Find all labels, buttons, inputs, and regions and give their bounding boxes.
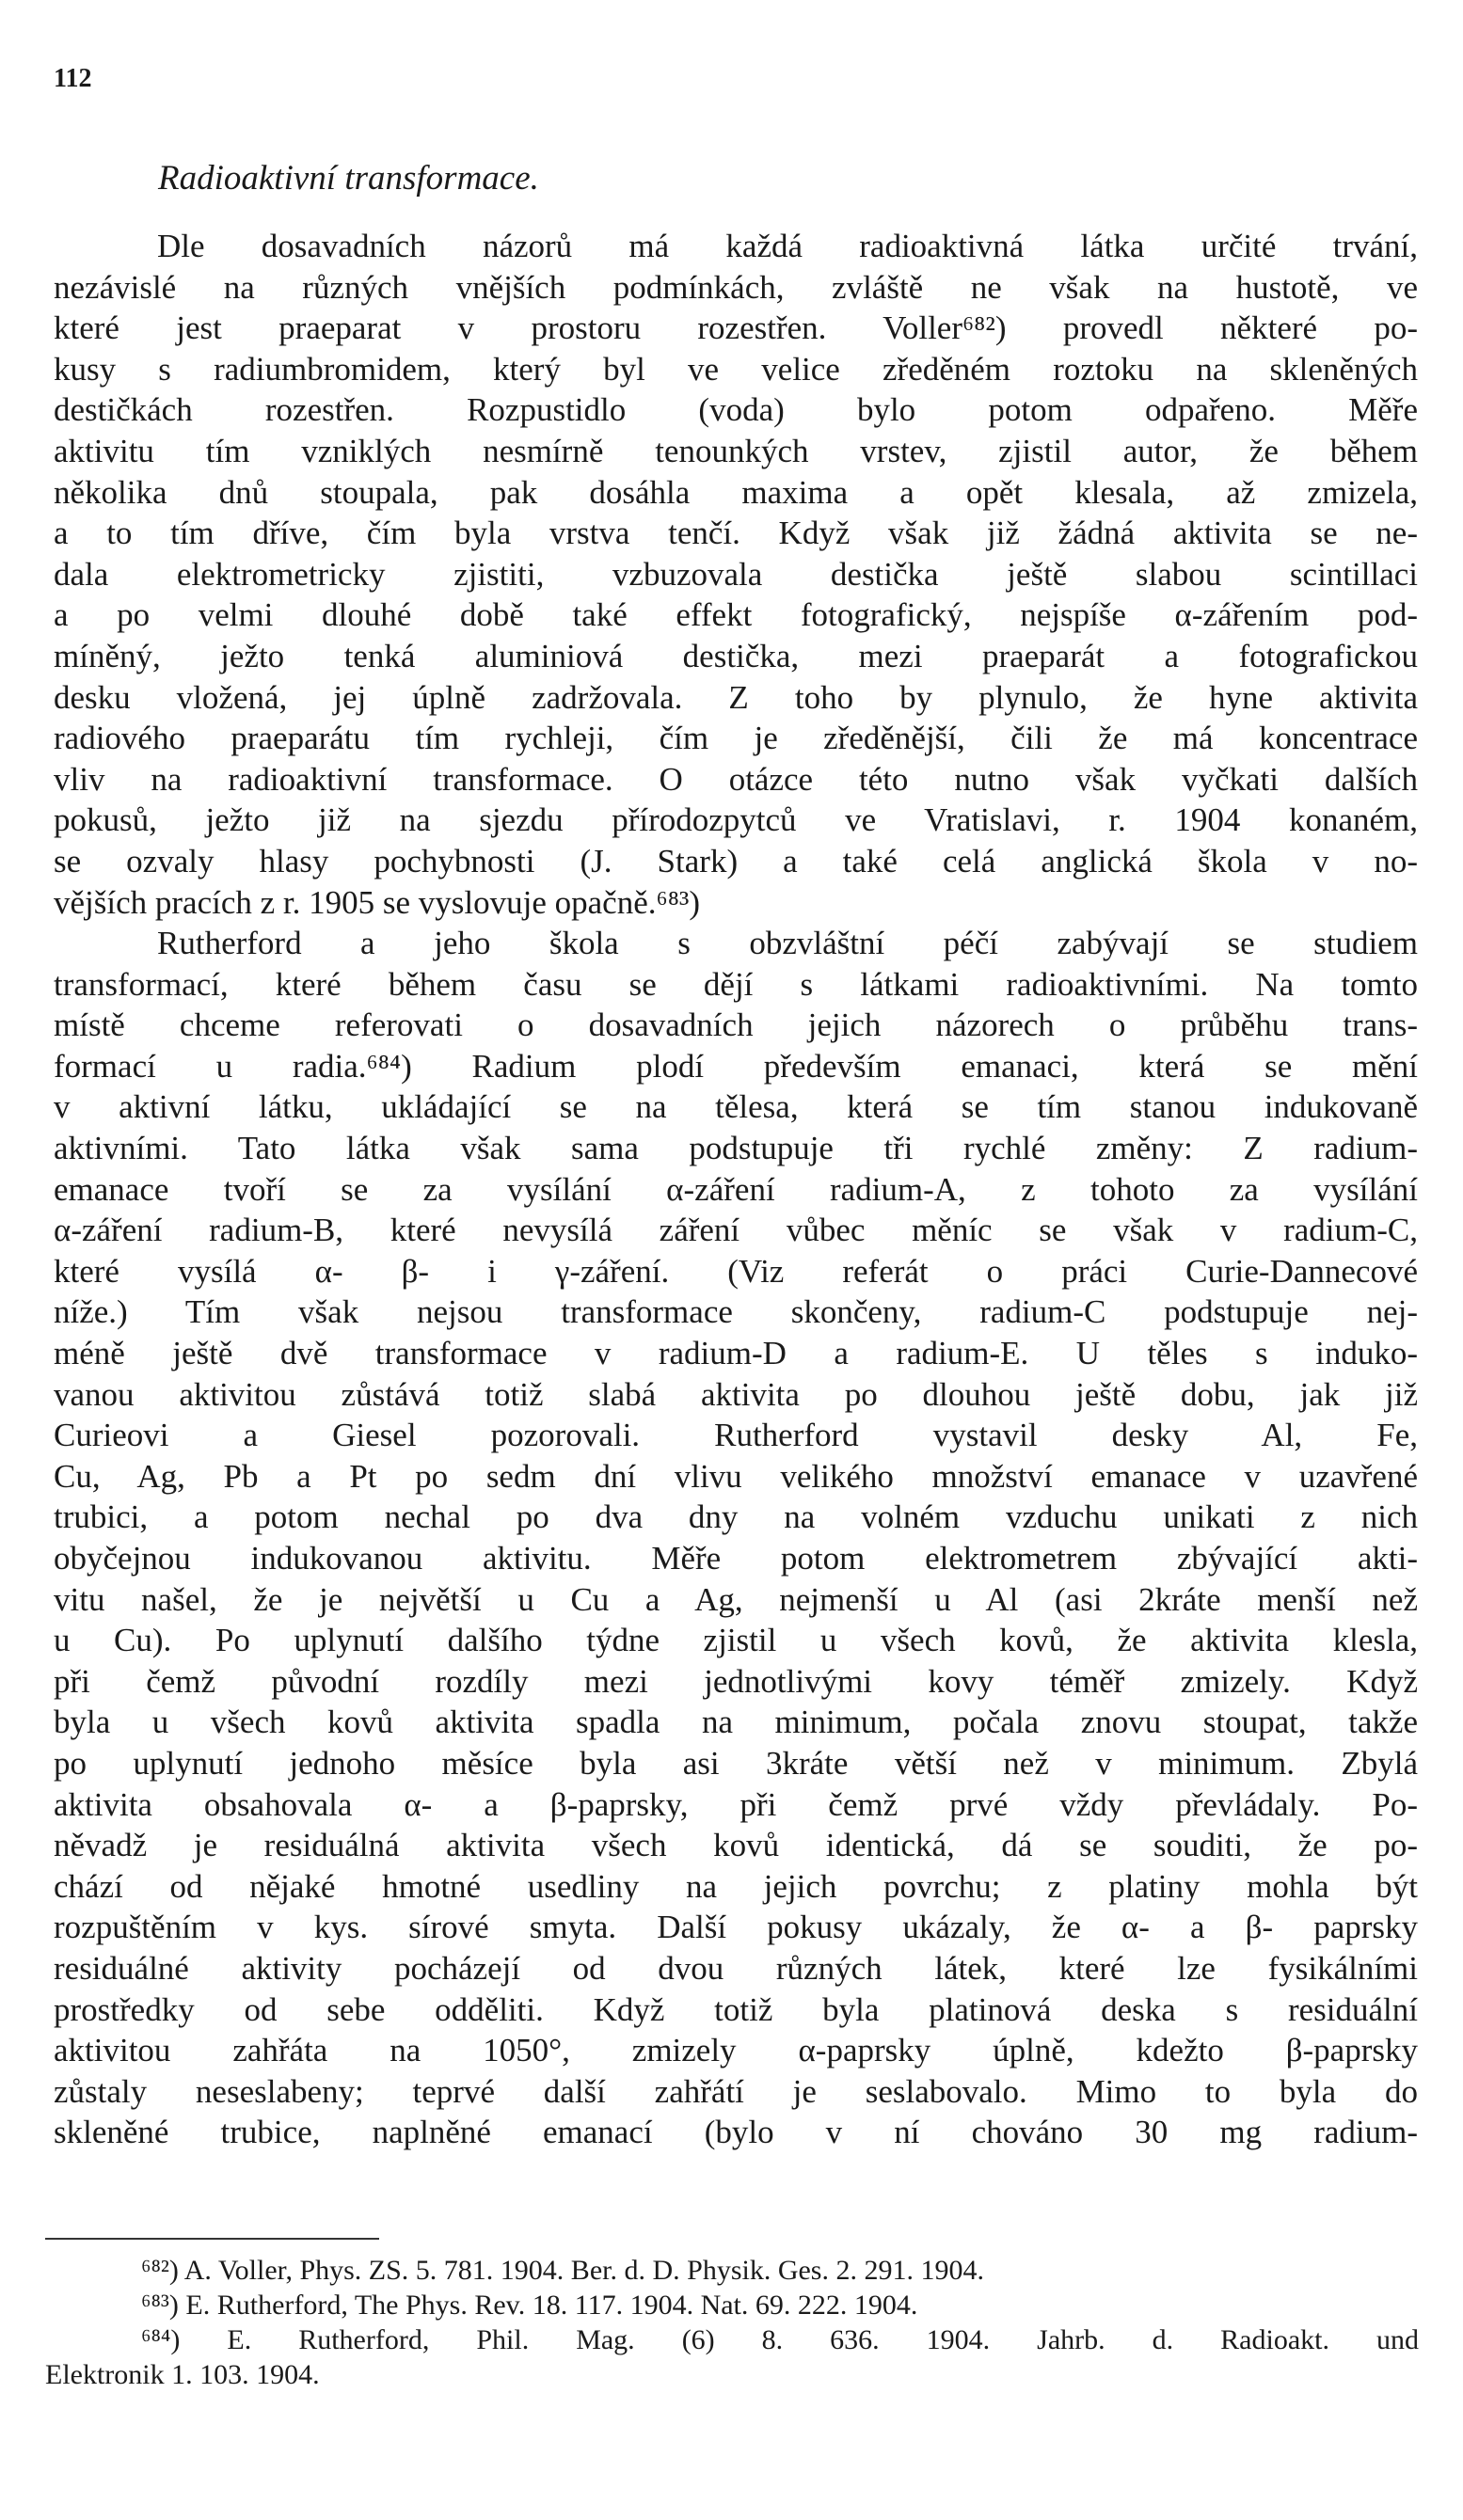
text-line: se ozvaly hlasy pochybnosti (J. Stark) a také celá anglická škola v no- <box>54 842 1418 880</box>
text-line: residuálné aktivity pocházejí od dvou různých látek, které lze fysikálními <box>54 1949 1418 1987</box>
text-line: vliv na radioaktivní transformace. O otázce této nutno však vyčkati dalších <box>54 760 1418 798</box>
text-line: aktivita obsahovala α- a β-paprsky, při čemž prvé vždy převládaly. Po- <box>54 1785 1418 1823</box>
text-line: aktivitu tím vzniklých nesmírně tenounkých vrstev, zjistil autor, že během <box>54 432 1418 469</box>
text-line: nezávislé na různých vnějších podmínkách, zvláště ne však na hustotě, ve <box>54 268 1418 306</box>
text-line: desku vložená, jej úplně zadržovala. Z toho by plynulo, že hyne aktivita <box>54 678 1418 716</box>
text-line: formací u radia.⁶⁸⁴) Radium plodí především emanaci, která se mění <box>54 1047 1418 1085</box>
text-line: emanace tvoří se za vysílání α-záření radium-A, z tohoto za vysílání <box>54 1170 1418 1208</box>
text-line: Curieovi a Giesel pozorovali. Rutherford vystavil desky Al, Fe, <box>54 1417 1418 1454</box>
footnote: ⁶⁸⁴) E. Rutherford, Phil. Mag. (6) 8. 636. 1904. Jahrb. d. Radioakt. und <box>141 2324 1419 2355</box>
footnote: ⁶⁸³) E. Rutherford, The Phys. Rev. 18. 117. 1904. Nat. 69. 222. 1904. <box>141 2290 918 2321</box>
text-line: něvadž je residuálná aktivita všech kovů identická, dá se souditi, že po- <box>54 1827 1418 1864</box>
text-line: míněný, ježto tenká aluminiová destička, mezi praeparát a fotografickou <box>54 637 1418 674</box>
text-line: kusy s radiumbromidem, který byl ve velice zředěném roztoku na skleněných <box>54 350 1418 388</box>
text-line: trubici, a potom nechal po dva dny na volném vzduchu unikati z nich <box>54 1498 1418 1536</box>
text-line: méně ještě dvě transformace v radium-D a radium-E. U těles s induko- <box>54 1335 1418 1372</box>
body-text <box>54 226 1418 2153</box>
text-line: transformací, které během času se dějí s látkami radioaktivními. Na tomto <box>54 965 1418 1003</box>
text-line: destičkách rozestřen. Rozpustidlo (voda) bylo potom odpařeno. Měře <box>54 391 1418 429</box>
text-line: zůstaly neseslabeny; teprvé další zahřátí je seslabovalo. Mimo to byla do <box>54 2072 1418 2110</box>
text-line: Dle dosavadních názorů má každá radioaktivná látka určité trvání, <box>157 228 1418 264</box>
text-line: Rutherford a jeho škola s obzvláštní péčí zabývají se studiem <box>157 925 1418 962</box>
text-line: níže.) Tím však nejsou transformace skončeny, radium-C podstupuje nej- <box>54 1293 1418 1331</box>
text-line: v aktivní látku, ukládající se na tělesa, která se tím stanou indukovaně <box>54 1088 1418 1126</box>
text-line: několika dnů stoupala, pak dosáhla maxima a opět klesala, až zmizela, <box>54 473 1418 511</box>
text-line: α-záření radium-B, které nevysílá záření vůbec měníc se však v radium-C, <box>54 1212 1418 1249</box>
text-line: vanou aktivitou zůstává totiž slabá aktivita po dlouhou ještě dobu, jak již <box>54 1375 1418 1413</box>
text-line: které jest praeparat v prostoru rozestřen. Voller⁶⁸²) provedl některé po- <box>54 309 1418 347</box>
text-line: při čemž původní rozdíly mezi jednotlivými kovy téměř zmizely. Když <box>54 1662 1418 1700</box>
text-line: obyčejnou indukovanou aktivitu. Měře potom elektrometrem zbývající akti- <box>54 1540 1418 1577</box>
text-line: aktivními. Tato látka však sama podstupuje tři rychlé změny: Z radium- <box>54 1130 1418 1167</box>
text-line: a po velmi dlouhé době také effekt fotografický, nejspíše α-zářením pod- <box>54 596 1418 634</box>
page-number: 112 <box>54 64 92 93</box>
section-title: Radioaktivní transformace. <box>158 159 539 198</box>
footnotes <box>45 2253 1419 2392</box>
text-line: aktivitou zahřáta na 1050°, zmizely α-paprsky úplně, kdežto β-paprsky <box>54 2032 1418 2069</box>
text-line: u Cu). Po uplynutí dalšího týdne zjistil u všech kovů, že aktivita klesla, <box>54 1622 1418 1659</box>
text-line: Cu, Ag, Pb a Pt po sedm dní vlivu velikého množství emanace v uzavřené <box>54 1457 1418 1495</box>
text-line: po uplynutí jednoho měsíce byla asi 3kráte větší než v minimum. Zbylá <box>54 1744 1418 1782</box>
text-line: rozpuštěním v kys. sírové smyta. Další pokusy ukázaly, že α- a β- paprsky <box>54 1909 1418 1946</box>
text-line: prostředky od sebe odděliti. Když totiž byla platinová deska s residuální <box>54 1990 1418 2028</box>
footnote: ⁶⁸²) A. Voller, Phys. ZS. 5. 781. 1904. Ber. d. D. Physik. Ges. 2. 291. 1904. <box>141 2255 984 2286</box>
footnote: Elektronik 1. 103. 1904. <box>45 2359 320 2390</box>
text-line: radiového praeparátu tím rychleji, čím je zředěnější, čili že má koncentrace <box>54 720 1418 757</box>
text-line: byla u všech kovů aktivita spadla na minimum, počala znovu stoupat, takže <box>54 1704 1418 1741</box>
footnote-divider <box>45 2238 379 2240</box>
text-line: dala elektrometricky zjistiti, vzbuzovala destička ještě slabou scintillaci <box>54 555 1418 593</box>
text-line: a to tím dříve, čím byla vrstva tenčí. Když však již žádná aktivita se ne- <box>54 515 1418 552</box>
text-line: skleněné trubice, naplněné emanací (bylo v ní chováno 30 mg radium- <box>54 2114 1418 2151</box>
text-line: vějších pracích z r. 1905 se vyslovuje opačně.⁶⁸³) <box>54 883 701 921</box>
text-line: vitu našel, že je největší u Cu a Ag, nejmenší u Al (asi 2kráte menší než <box>54 1580 1418 1618</box>
text-line: které vysílá α- β- i γ-záření. (Viz referát o práci Curie-Dannecové <box>54 1252 1418 1290</box>
text-line: místě chceme referovati o dosavadních jejich názorech o průběhu trans- <box>54 1006 1418 1044</box>
text-line: pokusů, ježto již na sjezdu přírodozpytců ve Vratislavi, r. 1904 konaném, <box>54 801 1418 839</box>
text-line: chází od nějaké hmotné usedliny na jejich povrchu; z platiny mohla být <box>54 1867 1418 1905</box>
